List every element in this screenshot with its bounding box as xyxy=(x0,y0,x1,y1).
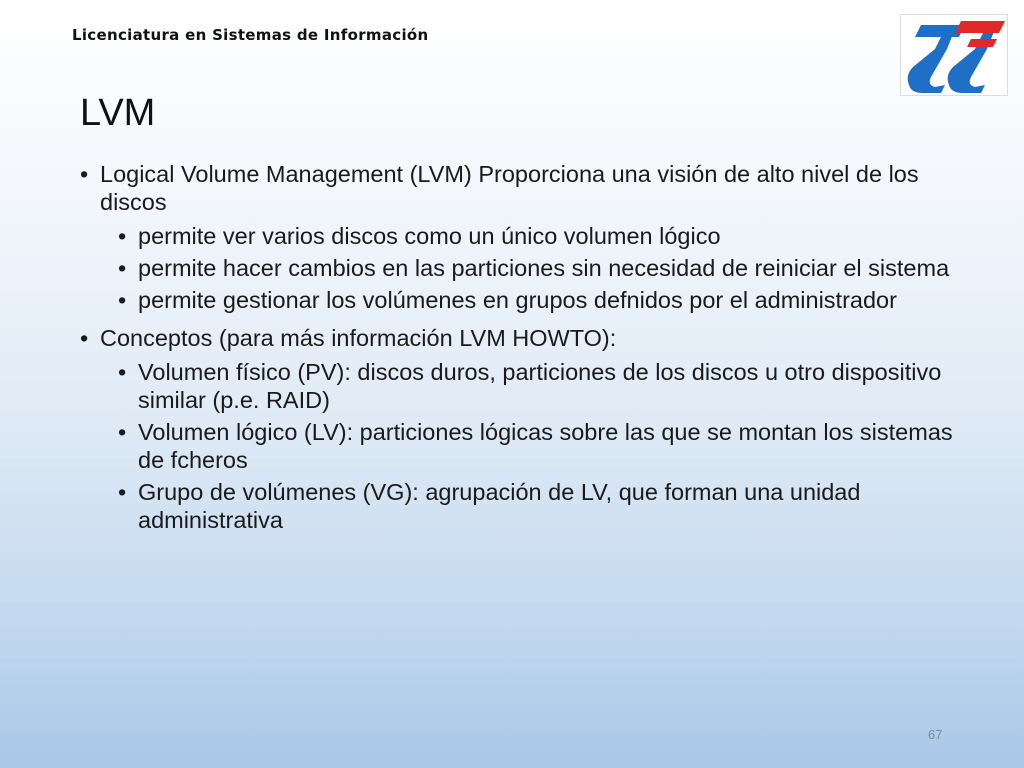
bullet-marker: • xyxy=(118,255,127,281)
sub-bullet-item xyxy=(118,418,960,474)
page-number: 67 xyxy=(928,727,943,742)
bullet-group-1 xyxy=(80,160,960,314)
sub-bullet-text: Volumen físico (PV): discos duros, particiones de los discos u otro dispositivo similar (p.e. RAID) xyxy=(138,359,942,413)
bullet-text: Conceptos (para más información LVM HOWTO): xyxy=(100,325,617,351)
bullet-marker: • xyxy=(80,325,89,351)
bullet-item xyxy=(80,160,960,216)
bullet-list xyxy=(80,160,960,544)
bullet-item xyxy=(80,324,960,352)
sub-bullet-item xyxy=(118,222,960,250)
sub-bullet-item xyxy=(118,358,960,414)
sub-bullet-item xyxy=(118,286,960,314)
header-text: Licenciatura en Sistemas de Información xyxy=(72,26,429,44)
slide-title: LVM xyxy=(80,92,156,134)
sub-bullet-text: Volumen lógico (LV): particiones lógicas sobre las que se montan los sistemas de fcheros xyxy=(138,419,953,473)
sub-bullet-item xyxy=(118,254,960,282)
bullet-group-2 xyxy=(80,324,960,534)
sub-bullet-item xyxy=(118,478,960,534)
university-logo-icon xyxy=(901,15,1007,95)
bullet-marker: • xyxy=(118,223,127,249)
bullet-marker: • xyxy=(80,161,89,187)
bullet-marker: • xyxy=(118,359,127,385)
sub-bullet-text: permite gestionar los volúmenes en grupos defnidos por el administrador xyxy=(138,287,897,313)
sub-bullet-text: Grupo de volúmenes (VG): agrupación de LV, que forman una unidad administrativa xyxy=(138,479,861,533)
logo xyxy=(900,14,1008,96)
bullet-marker: • xyxy=(118,287,127,313)
bullet-marker: • xyxy=(118,419,127,445)
bullet-text: Logical Volume Management (LVM) Proporciona una visión de alto nivel de los discos xyxy=(100,161,919,215)
sub-bullet-text: permite ver varios discos como un único volumen lógico xyxy=(138,223,721,249)
bullet-marker: • xyxy=(118,479,127,505)
sub-bullet-text: permite hacer cambios en las particiones sin necesidad de reiniciar el sistema xyxy=(138,255,950,281)
